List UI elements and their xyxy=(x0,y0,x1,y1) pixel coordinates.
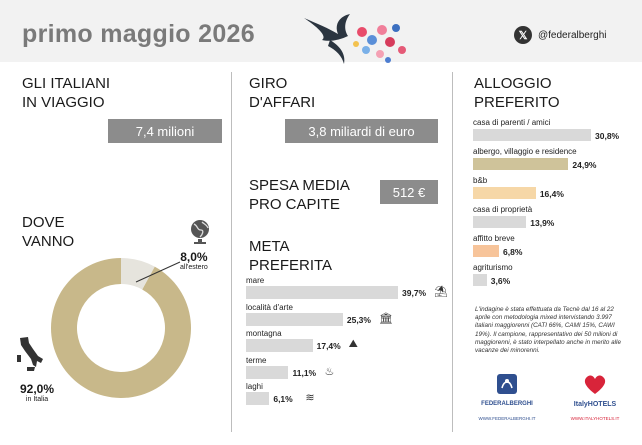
alloggio-pct: 24,9% xyxy=(572,160,597,170)
federalberghi-url: WWW.FEDERALBERGHI.IT xyxy=(478,416,536,421)
alloggio-bar xyxy=(473,274,487,286)
swallow-flowers-illustration xyxy=(300,10,412,66)
heading-line: META xyxy=(249,238,290,255)
alloggio-bar xyxy=(473,187,536,199)
italy-map-icon xyxy=(14,335,46,377)
meta-bar-chart xyxy=(246,276,456,426)
globe-icon xyxy=(188,218,212,244)
heading-dove-vanno xyxy=(22,213,74,251)
meta-pct: 25,3% xyxy=(346,314,371,325)
heading-meta-preferita xyxy=(249,237,332,275)
heading-italiani-in-viaggio xyxy=(22,74,110,112)
meta-label: laghi xyxy=(246,382,263,392)
meta-pct: 11,1% xyxy=(292,367,317,378)
lake-icon: ≋ xyxy=(305,392,315,405)
meta-label: località d'arte xyxy=(246,302,293,312)
social-handle[interactable] xyxy=(514,26,607,44)
heading-line: PREFERITA xyxy=(249,257,333,274)
heading-alloggio-preferito xyxy=(474,74,560,112)
alloggio-label: affitto breve xyxy=(473,234,515,243)
italyhotels-logo[interactable] xyxy=(560,372,630,421)
spa-icon: ♨ xyxy=(324,365,335,378)
survey-note: L'indagine è stata effettuata da Tecnè dal 16 al 22 aprile con metodologia mixed intervistando 3.997 italiani maggiorenni (CATI 66%, CAMI 15%, CAWI 19%). Il campione, rappresentativo dei 50 milioni di maggiorenni, è stato interpellato anche in merito alle vacanze dei minorenni. xyxy=(475,306,621,355)
italy-label xyxy=(20,382,54,403)
meta-label: terme xyxy=(246,355,267,365)
alloggio-pct: 30,8% xyxy=(595,131,620,141)
alloggio-bar xyxy=(473,245,499,257)
alloggio-label: agriturismo xyxy=(473,263,513,272)
abroad-label xyxy=(180,250,208,271)
abroad-text: all'estero xyxy=(180,264,208,271)
alloggio-pct: 16,4% xyxy=(539,189,564,199)
heart-icon xyxy=(582,372,608,396)
travellers-value-box: 7,4 milioni xyxy=(108,119,222,143)
heading-line: D'AFFARI xyxy=(249,94,316,111)
meta-pct: 6,1% xyxy=(273,394,293,405)
meta-pct: 17,4% xyxy=(316,341,341,352)
alloggio-bar xyxy=(473,216,526,228)
x-logo-icon: 𝕏 xyxy=(514,26,532,44)
alloggio-label: casa di proprietà xyxy=(473,205,533,214)
heading-line: IN VIAGGIO xyxy=(22,94,105,111)
heading-line: VANNO xyxy=(22,233,75,250)
alloggio-pct: 13,9% xyxy=(530,218,555,228)
column-divider xyxy=(231,72,232,432)
meta-label: mare xyxy=(246,276,265,285)
heading-line: GLI ITALIANI xyxy=(22,75,111,92)
italy-text: in Italia xyxy=(25,396,49,403)
heading-giro-affari xyxy=(249,74,315,112)
heading-line: PREFERITO xyxy=(474,94,560,111)
mountain-icon: ⛰ xyxy=(348,338,358,351)
italyhotels-url: WWW.ITALYHOTELS.IT xyxy=(570,416,620,421)
spending-value-box: 512 € xyxy=(380,180,438,204)
meta-bar xyxy=(246,392,269,405)
alloggio-label: b&b xyxy=(473,176,488,185)
meta-bar xyxy=(246,339,313,352)
alloggio-label: albergo, villaggio e residence xyxy=(473,147,577,156)
alloggio-pct: 3,6% xyxy=(490,276,511,286)
meta-bar xyxy=(246,366,288,379)
heading-spesa-media xyxy=(249,176,350,214)
meta-pct: 39,7% xyxy=(402,288,427,298)
social-handle-text: @federalberghi xyxy=(538,29,607,41)
heading-line: DOVE xyxy=(22,214,65,231)
italyhotels-name: ItalyHOTELS xyxy=(573,401,617,408)
turnover-value-box: 3,8 miliardi di euro xyxy=(285,119,438,143)
heading-line: SPESA MEDIA xyxy=(249,177,350,194)
meta-bar xyxy=(246,313,343,326)
meta-label: montagna xyxy=(246,329,282,339)
heading-line: GIRO xyxy=(249,75,288,92)
alloggio-bar-chart xyxy=(473,118,638,298)
beach-umbrella-icon: ⛱ xyxy=(434,286,448,298)
page-title: primo maggio 2026 xyxy=(22,20,255,48)
alloggio-bar xyxy=(473,129,591,141)
federalberghi-emblem-icon xyxy=(494,372,520,396)
alloggio-pct: 6,8% xyxy=(503,247,523,257)
abroad-pct: 8,0% xyxy=(180,250,208,264)
temple-icon: 🏛 xyxy=(378,312,393,325)
heading-line: ALLOGGIO xyxy=(474,75,552,92)
italy-pct: 92,0% xyxy=(20,382,55,396)
federalberghi-logo[interactable] xyxy=(476,372,538,421)
federalberghi-name: FEDERALBERGHI xyxy=(481,401,533,407)
heading-line: PRO CAPITE xyxy=(249,196,340,213)
meta-bar xyxy=(246,286,398,299)
alloggio-bar xyxy=(473,158,568,170)
alloggio-label: casa di parenti / amici xyxy=(473,118,551,127)
